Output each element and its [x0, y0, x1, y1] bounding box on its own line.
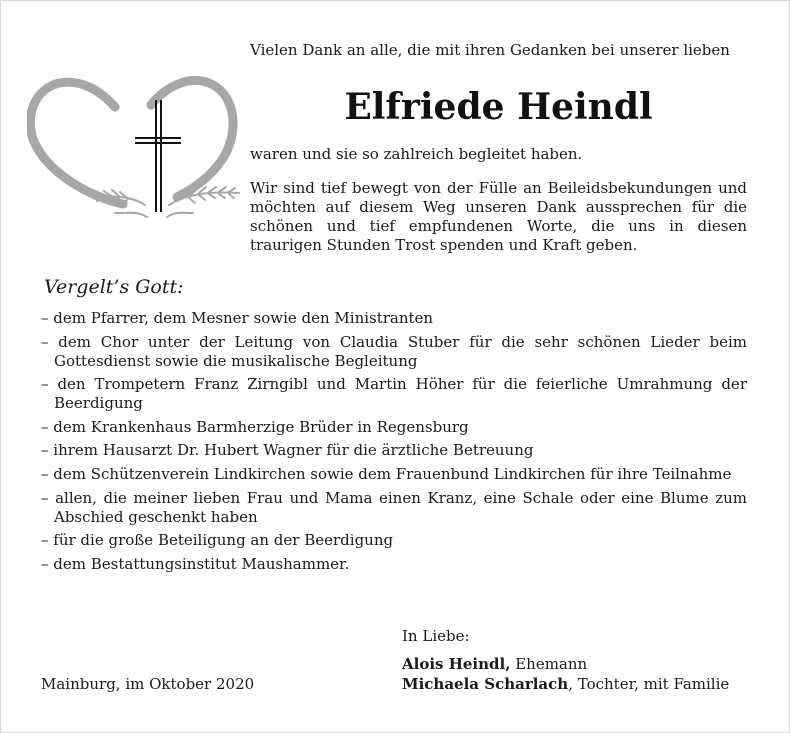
thanks-item: – den Trompetern Franz Zirngibl und Martin Höher für die feierliche Umrahmung der Beerdigung	[41, 375, 747, 413]
intro-text: Vielen Dank an alle, die mit ihren Gedanken bei unserer lieben	[250, 41, 730, 59]
signature-name: Michaela Scharlach	[402, 675, 569, 693]
thanks-item: – dem Chor unter der Leitung von Claudia Stuber für die sehr schönen Lieder beim Gottesdienst sowie die musikalische Begleitung	[41, 333, 747, 371]
thanks-item: – dem Schützenverein Lindkirchen sowie dem Frauenbund Lindkirchen für ihre Teilnahme	[41, 465, 747, 484]
vergelt-heading: Vergelt’s Gott:	[44, 276, 184, 298]
signatures	[402, 654, 729, 694]
thanks-item: – allen, die meiner lieben Frau und Mama einen Kranz, eine Schale oder eine Blume zum Abschied geschenkt haben	[41, 489, 747, 527]
place-date: Mainburg, im Oktober 2020	[41, 675, 255, 693]
thanks-list	[41, 309, 747, 578]
intro-line-2: waren und sie so zahlreich begleitet haben.	[250, 145, 583, 163]
signature-role: , Tochter, mit Familie	[568, 675, 730, 693]
in-liebe-label: In Liebe:	[402, 627, 470, 645]
thanks-item: – dem Krankenhaus Barmherzige Brüder in Regensburg	[41, 418, 747, 437]
thanks-item: – für die große Beteiligung an der Beerdigung	[41, 531, 747, 550]
wheat-right	[167, 187, 239, 217]
signature-role: Ehemann	[510, 655, 588, 673]
heart-outline	[30, 82, 123, 204]
thanks-item: – dem Pfarrer, dem Mesner sowie den Ministranten	[41, 309, 747, 328]
thanks-item: – ihrem Hausarzt Dr. Hubert Wagner für die ärztliche Betreuung	[41, 441, 747, 460]
thanks-paragraph: Wir sind tief bewegt von der Fülle an Beileidsbekundungen und möchten auf diesem Weg unseren Dank aussprechen für die schönen und tief empfundenen Worte, die uns in diesen traurigen Stunden Trost spenden und Kraft geben.	[250, 179, 747, 254]
signature-line	[402, 674, 729, 694]
signature-line	[402, 654, 729, 674]
signature-name: Alois Heindl,	[402, 655, 511, 673]
thanks-item: – dem Bestattungsinstitut Maushammer.	[41, 555, 747, 574]
heart-with-cross-and-wheat-icon	[27, 71, 241, 229]
deceased-name: Elfriede Heindl	[344, 86, 653, 128]
